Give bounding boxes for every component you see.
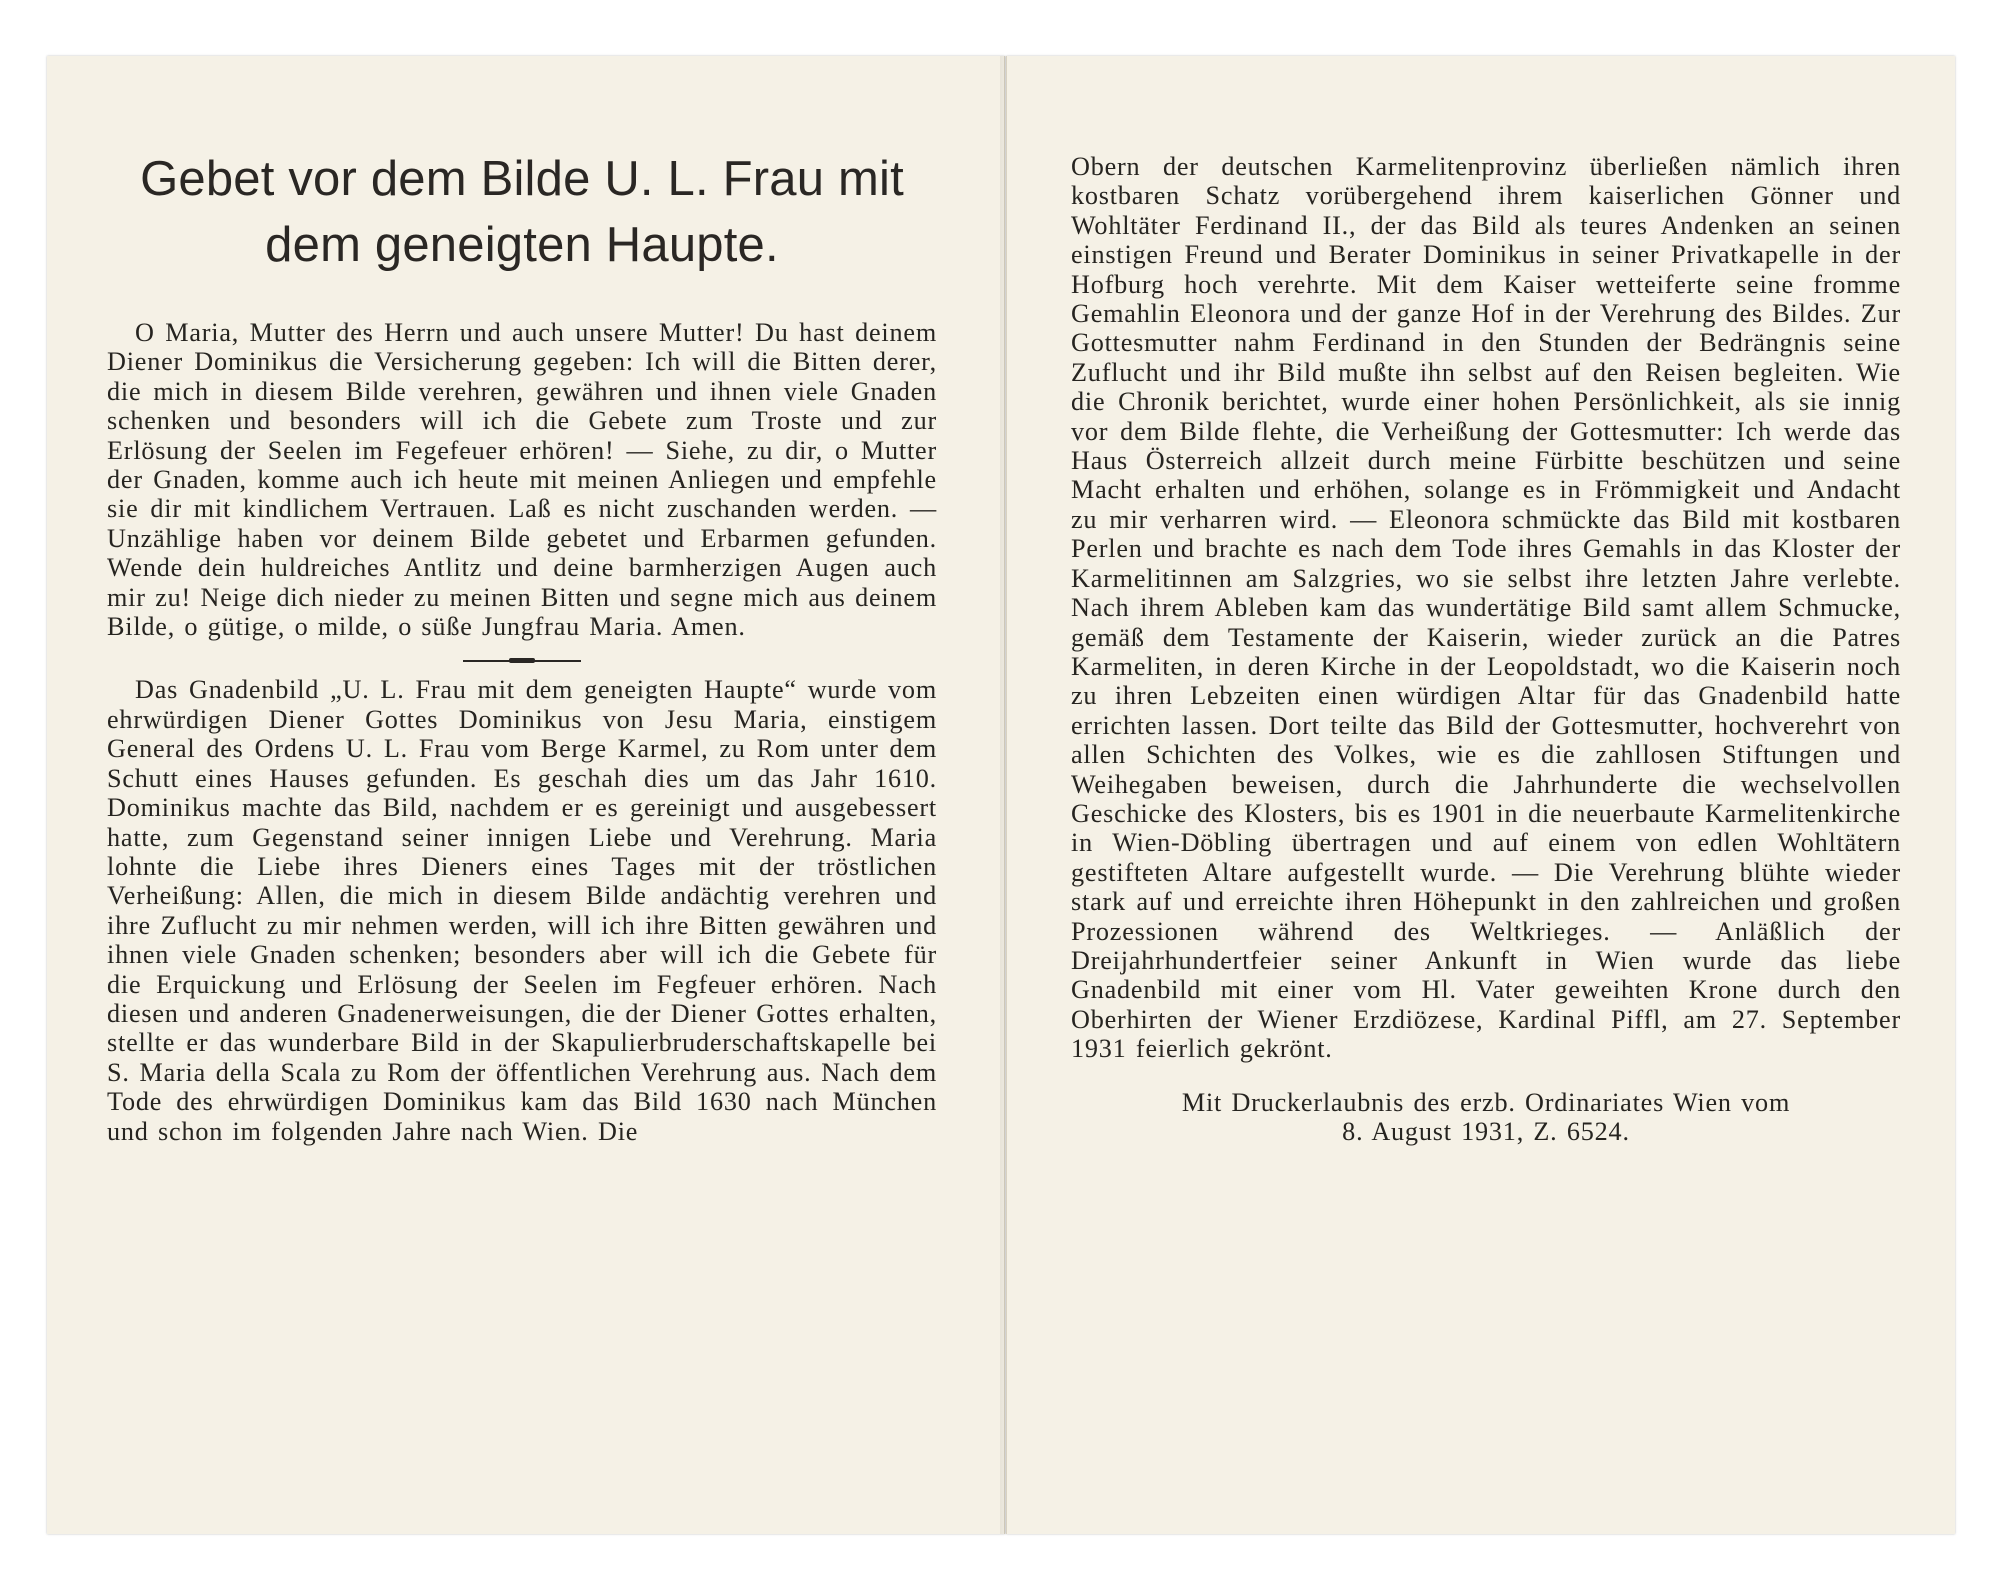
history-text-continued: Obern der deutschen Karmelitenprovinz überließen nämlich ihren kostbaren Schatz vorübergehend ihrem kaiserlichen Gönner und Wohltäter Ferdinand II., der das Bild als teures Andenken an seinen einstigen Freund und Berater Dominikus in seiner Privatkapelle in der Hofburg hoch verehrte. Mit dem Kaiser wetteiferte seine fromme Gemahlin Eleonora und der ganze Hof in der Verehrung des Bildes. Zur Gottesmutter nahm Ferdinand in den Stunden der Bedrängnis seine Zuflucht und ihr Bild mußte ihn selbst auf den Reisen begleiten. Wie die Chronik berichtet, wurde einer hohen Persönlichkeit, als sie innig vor dem Bilde flehte, die Verheißung der Gottesmutter: Ich werde das Haus Österreich allzeit durch meine Fürbitte beschützen und seine Macht erhalten und erhöhen, solange es in Frömmigkeit und Andacht zu mir verharren wird. — Eleonora schmückte das Bild mit kostbaren Perlen und brachte es nach dem Tode ihres Gemahls in das Kloster der Karmelitinnen am Salzgries, wo sie selbst ihre letzten Jahre verlebte. Nach ihrem Ableben kam das wundertätige Bild samt allem Schmucke, gemäß dem Testamente der Kaiserin, wieder zurück an die Patres Karmeliten, in deren Kirche in der Leopoldstadt, wo die Kaiserin noch zu ihren Lebzeiten einen würdigen Altar für das Gnadenbild hatte errichten lassen. Dort teilte das Bild der Gottesmutter, hochverehrt von allen Schichten des Volkes, wie es die zahllosen Stiftungen und Weihegaben beweisen, durch die Jahrhunderte die wechselvollen Geschicke des Klosters, bis es 1901 in die neuerbaute Karmelitenkirche in Wien-Döbling übertragen und auf einem von edlen Wohltätern gestifteten Altare aufgestellt wurde. — Die Verehrung blühte wieder stark auf und erreichte ihren Höhepunkt in den zahlreichen und großen Prozessionen während des Weltkrieges. — Anläßlich der Dreijahrhundertfeier seiner Ankunft in Wien wurde das liebe Gnadenbild mit einer vom Hl. Vater geweihten Krone durch den Oberhirten der Wiener Erzdiözese, Kardinal Piffl, am 27. September 1931 feierlich gekrönt.	[1071, 152, 1901, 1064]
left-page	[47, 56, 1005, 1534]
imprimatur-line-2: 8. August 1931, Z. 6524.	[1342, 1117, 1630, 1146]
left-column	[107, 146, 937, 1146]
imprimatur-line-1: Mit Druckerlaubnis des erzb. Ordinariates Wien vom	[1181, 1087, 1791, 1117]
right-column	[1071, 152, 1901, 1146]
right-page	[1006, 56, 1955, 1534]
imprimatur	[1071, 1088, 1901, 1147]
history-text: Das Gnadenbild „U. L. Frau mit dem geneigten Haupte“ wurde vom ehrwürdigen Diener Gottes Dominikus von Jesu Maria, einstigem General des Ordens U. L. Frau vom Berge Karmel, zu Rom unter dem Schutt eines Hauses gefunden. Es geschah dies um das Jahr 1610. Dominikus machte das Bild, nachdem er es gereinigt und ausgebessert hatte, zum Gegenstand seiner innigen Liebe und Verehrung. Maria lohnte die Liebe ihres Dieners eines Tages mit der tröstlichen Verheißung: Allen, die mich in diesem Bilde andächtig verehren und ihre Zuflucht zu mir nehmen werden, will ich ihre Bitten gewähren und ihnen viele Gnaden schenken; besonders aber will ich die Gebete für die Erquickung und Erlösung der Seelen im Fegfeuer erhören. Nach diesen und anderen Gnadenerweisungen, die der Diener Gottes erhalten, stellte er das wunderbare Bild in der Skapulierbruderschaftskapelle bei S. Maria della Scala zu Rom der öffentlichen Verehrung aus. Nach dem Tode des ehrwürdigen Dominikus kam das Bild 1630 nach München und schon im folgenden Jahre nach Wien. Die	[107, 675, 937, 1146]
prayer-title: Gebet vor dem Bilde U. L. Frau mit dem geneigten Haupte.	[140, 152, 904, 272]
prayer-text: O Maria, Mutter des Herrn und auch unsere Mutter! Du hast deinem Diener Dominikus die Versicherung gegeben: Ich will die Bitten derer, die mich in diesem Bilde verehren, gewähren und ihnen viele Gnaden schenken und besonders will ich die Gebete zum Troste und zur Erlösung der Seelen im Fegefeuer erhören! — Siehe, zu dir, o Mutter der Gnaden, komme auch ich heute mit meinen Anliegen und empfehle sie dir mit kindlichem Vertrauen. Laß es nicht zuschanden werden. — Unzählige haben vor deinem Bilde gebetet und Erbarmen gefunden. Wende dein huldreiches Antlitz und deine barmherzigen Augen auch mir zu! Neige dich nieder zu meinen Bitten und segne mich aus deinem Bilde, o gütige, o milde, o süße Jungfrau Maria. Amen.	[107, 318, 937, 642]
ornamental-divider	[107, 647, 937, 657]
